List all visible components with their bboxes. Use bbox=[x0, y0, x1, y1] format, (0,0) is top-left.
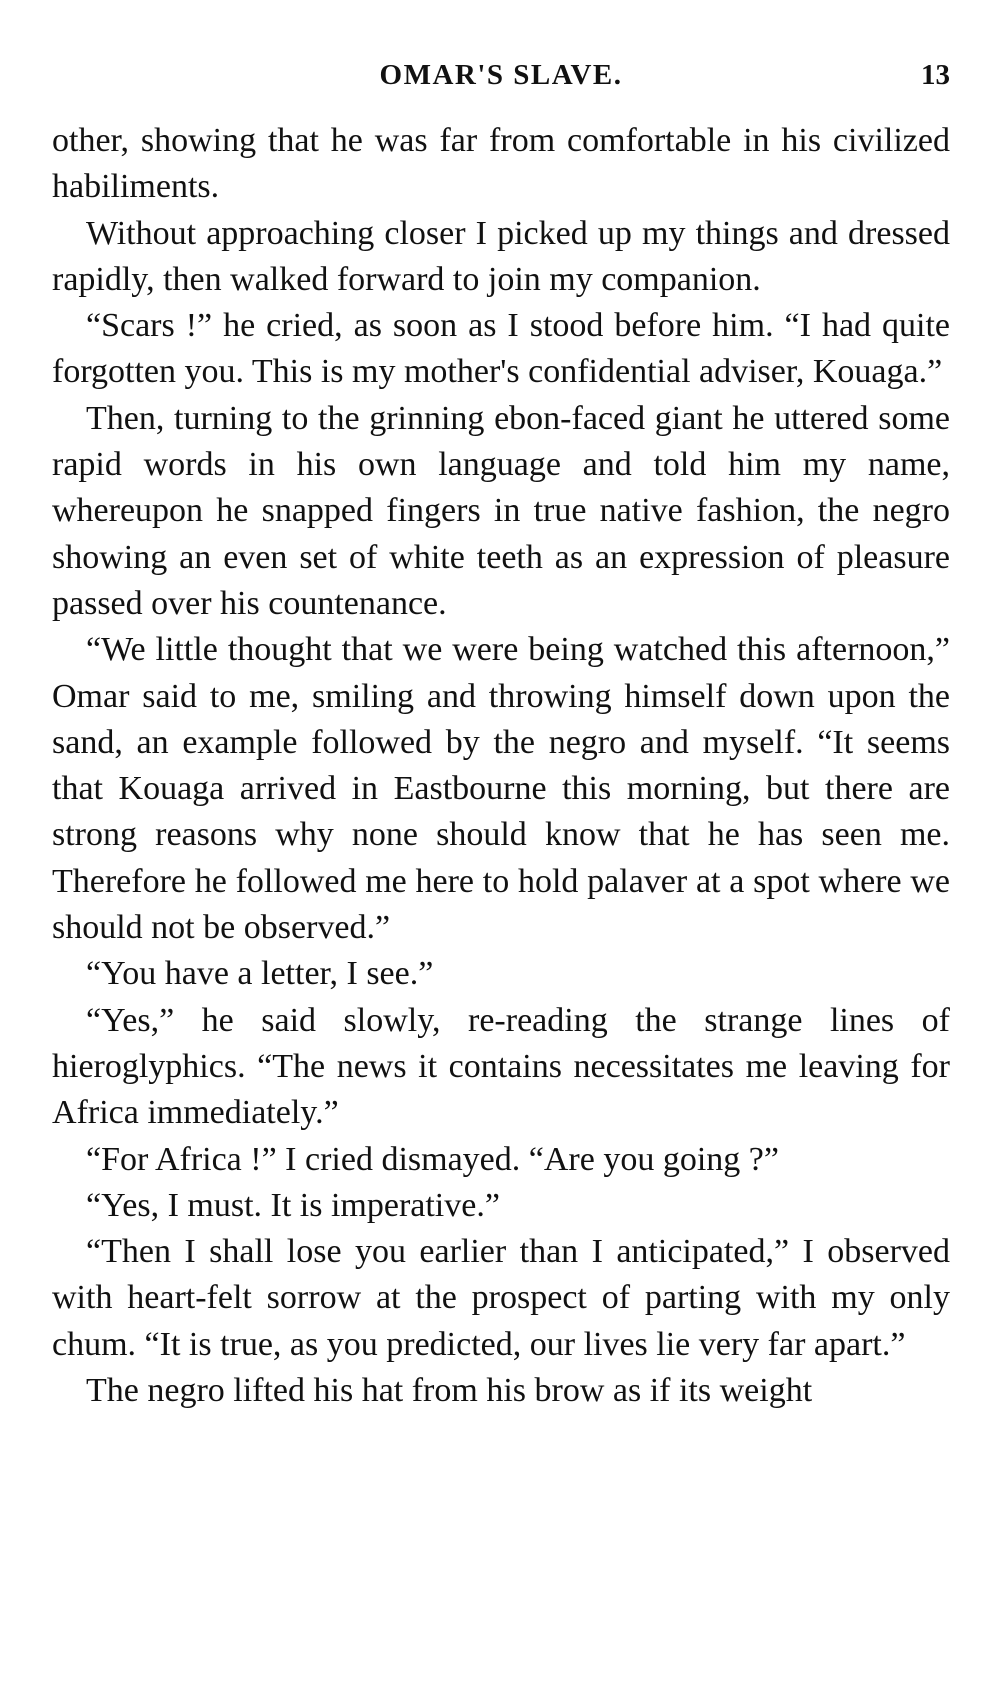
paragraph: “Scars !” he cried, as soon as I stood before him. “I had quite forgotten you. This is my mother's confidential adviser, Kouaga.” bbox=[52, 307, 950, 391]
paragraph: Then, turning to the grinning ebon-faced giant he uttered some rapid words in his own language and told him my name, whereupon he snapped fingers in true native fashion, the negro showing an even set of white teeth as an expression of pleasure passed over his countenance. bbox=[52, 399, 950, 622]
paragraph: “You have a letter, I see.” bbox=[86, 955, 434, 993]
paragraph: “Yes, I must. It is imperative.” bbox=[86, 1186, 500, 1224]
body-text bbox=[52, 118, 950, 1414]
running-head bbox=[52, 55, 950, 95]
paragraph: other, showing that he was far from comfortable in his civilized habiliments. bbox=[52, 122, 950, 206]
paragraph: “Yes,” he said slowly, re-reading the strange lines of hieroglyphics. “The news it contains necessitates me leaving for Africa immediately.” bbox=[52, 1001, 950, 1132]
paragraph: The negro lifted his hat from his brow as if its weight bbox=[86, 1372, 813, 1410]
paragraph: “For Africa !” I cried dismayed. “Are you going ?” bbox=[86, 1140, 779, 1178]
paragraph: Without approaching closer I picked up my things and dressed rapidly, then walked forward to join my companion. bbox=[52, 214, 950, 298]
paragraph: “We little thought that we were being watched this afternoon,” Omar said to me, smiling and throwing himself down upon the sand, an example followed by the negro and myself. “It seems that Kouaga arrived in Eastbourne this morning, but there are strong reasons why none should know that he has seen me. Therefore he followed me here to hold palaver at a spot where we should not be observed.” bbox=[52, 631, 950, 947]
paragraph: “Then I shall lose you earlier than I anticipated,” I observed with heart-felt sorrow at the prospect of parting with my only chum. “It is true, as you predicted, our lives lie very far apart.” bbox=[52, 1233, 950, 1363]
running-title: OMAR'S SLAVE. bbox=[379, 59, 623, 91]
page-number: 13 bbox=[921, 59, 950, 91]
